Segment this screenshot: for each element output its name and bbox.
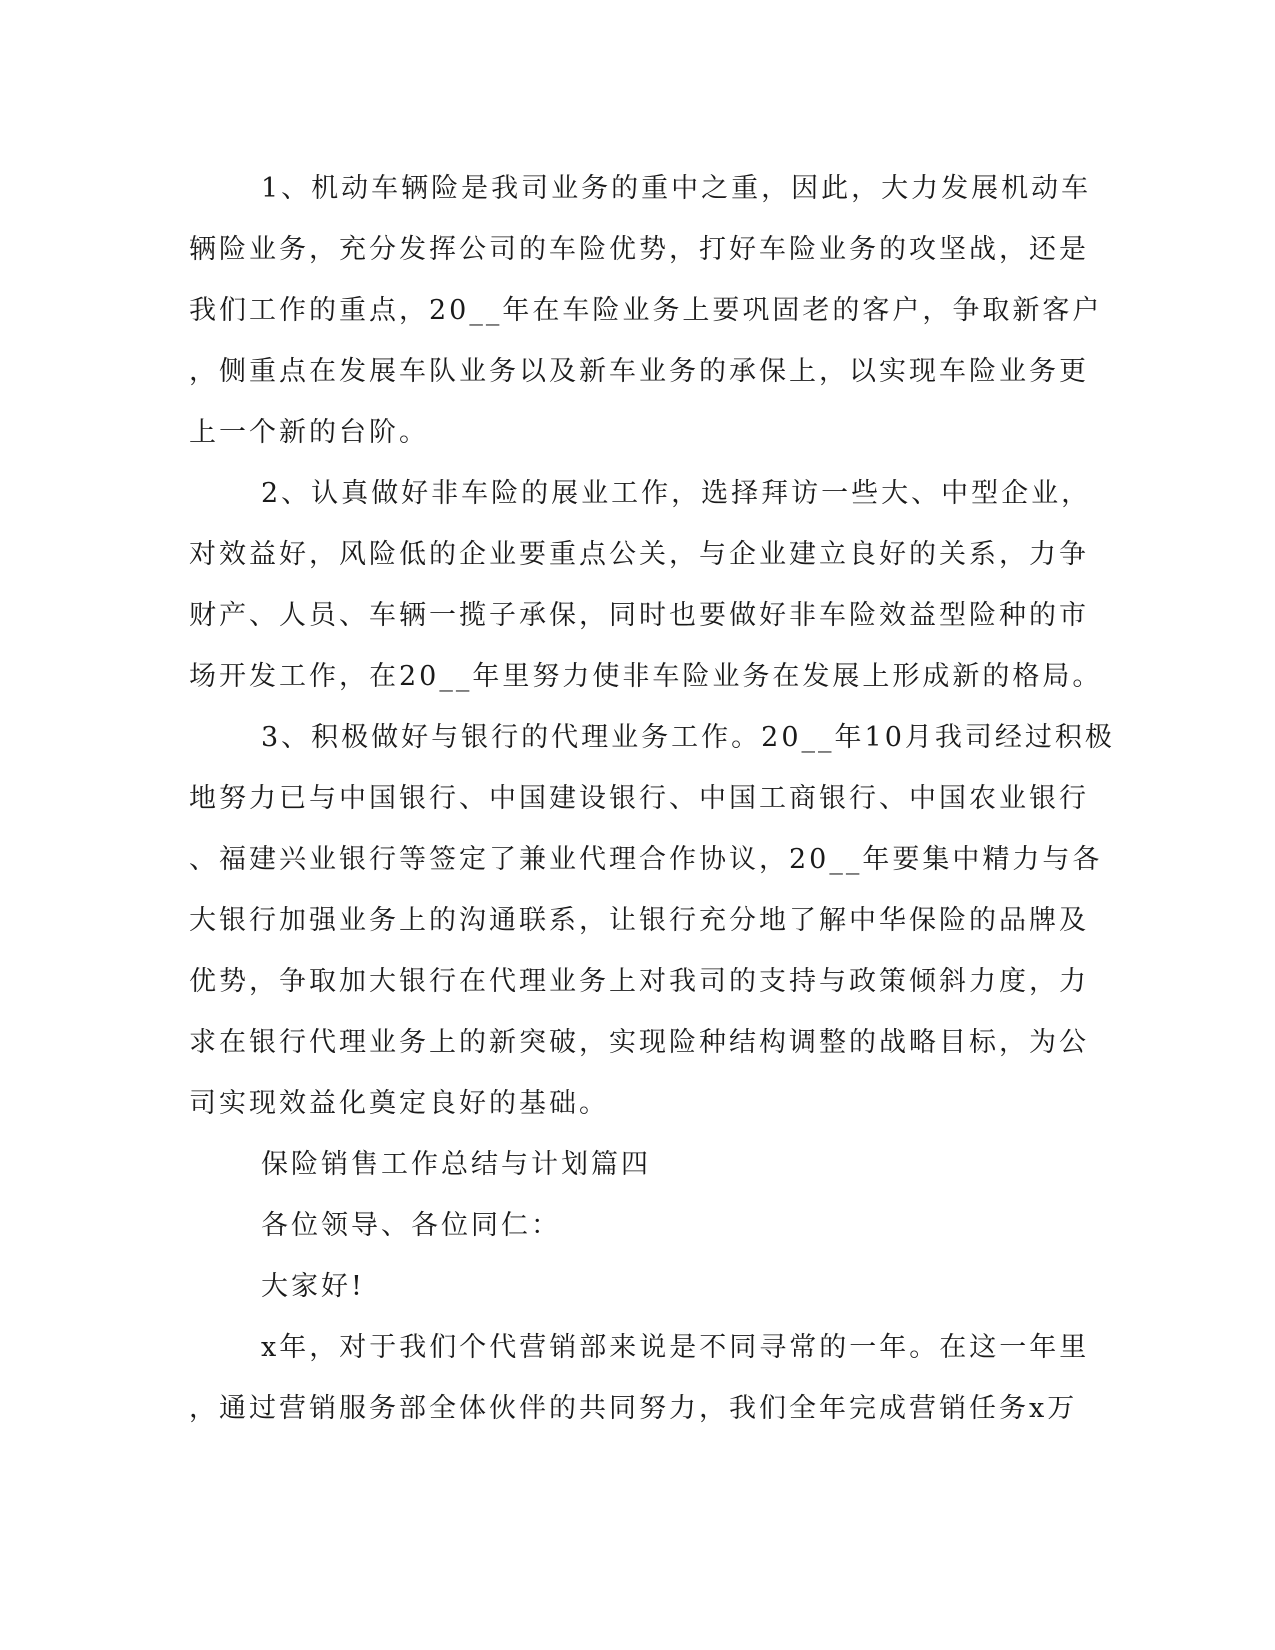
paragraph-1-line-1: 1、机动车辆险是我司业务的重中之重，因此，大力发展机动车 xyxy=(261,173,1092,204)
closing-paragraph-line-1: x年，对于我们个代营销部来说是不同寻常的一年。在这一年里 xyxy=(261,1332,1090,1363)
section-title: 保险销售工作总结与计划篇四 xyxy=(261,1149,651,1180)
salutation: 各位领导、各位同仁： xyxy=(261,1210,561,1241)
document-body xyxy=(189,158,1115,1439)
closing-paragraph-line-2: ，通过营销服务部全体伙伴的共同努力，我们全年完成营销任务x万 xyxy=(189,1393,1078,1424)
paragraph-1-line-2: 辆险业务，充分发挥公司的车险优势，打好车险业务的攻坚战，还是 xyxy=(189,234,1089,265)
greeting: 大家好! xyxy=(261,1271,365,1302)
paragraph-3-line-5: 优势，争取加大银行在代理业务上对我司的支持与政策倾斜力度，力 xyxy=(189,966,1089,997)
paragraph-2-line-4: 场开发工作，在20__年里努力使非车险业务在发展上形成新的格局。 xyxy=(189,661,1103,692)
paragraph-2-line-3: 财产、人员、车辆一揽子承保，同时也要做好非车险效益型险种的市 xyxy=(189,600,1089,631)
paragraph-2-line-2: 对效益好，风险低的企业要重点公关，与企业建立良好的关系，力争 xyxy=(189,539,1089,570)
paragraph-3-line-3: 、福建兴业银行等签定了兼业代理合作协议，20__年要集中精力与各 xyxy=(189,844,1103,875)
paragraph-1-line-3: 我们工作的重点，20__年在车险业务上要巩固老的客户，争取新客户 xyxy=(189,295,1103,326)
paragraph-1 xyxy=(189,158,1103,463)
paragraph-1-line-4: ，侧重点在发展车队业务以及新车业务的承保上，以实现车险业务更 xyxy=(189,356,1089,387)
paragraph-1-line-5: 上一个新的台阶。 xyxy=(189,417,429,448)
paragraph-2 xyxy=(189,463,1103,707)
paragraph-3-line-6: 求在银行代理业务上的新突破，实现险种结构调整的战略目标，为公 xyxy=(189,1027,1089,1058)
closing-paragraph xyxy=(189,1317,1090,1439)
paragraph-3-line-7: 司实现效益化奠定良好的基础。 xyxy=(189,1088,609,1119)
paragraph-3-line-2: 地努力已与中国银行、中国建设银行、中国工商银行、中国农业银行 xyxy=(189,783,1089,814)
paragraph-3-line-1: 3、积极做好与银行的代理业务工作。20__年10月我司经过积极 xyxy=(261,722,1115,753)
paragraph-2-line-1: 2、认真做好非车险的展业工作，选择拜访一些大、中型企业， xyxy=(261,478,1092,509)
paragraph-3-line-4: 大银行加强业务上的沟通联系，让银行充分地了解中华保险的品牌及 xyxy=(189,905,1089,936)
paragraph-3 xyxy=(189,707,1115,1134)
